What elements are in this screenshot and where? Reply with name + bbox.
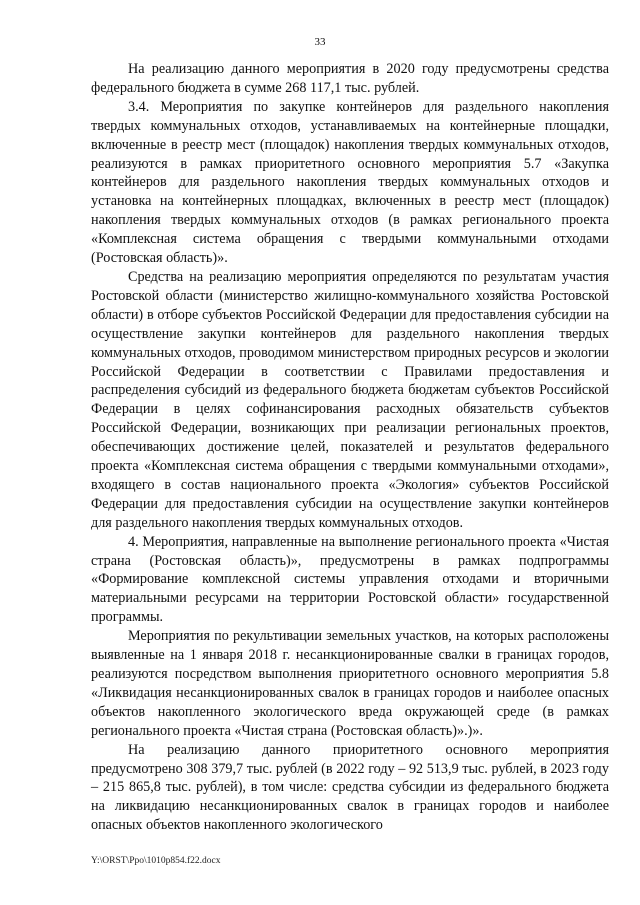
file-path-footer: Y:\ORST\Ppo\1010p854.f22.docx: [91, 856, 221, 866]
paragraph-3-4-containers: 3.4. Мероприятия по закупке контейнеров для раздельного накопления твердых коммунальных отходов, устанавливаемых на контейнерные площадки, включенные в реестр мест (площадок) накопления твердых коммунальных отходов, реализуются в рамках приоритетного основного мероприятия 5.7 «Закупка контейнеров для раздельного накопления твердых коммунальных отходов и установка на контейнерных площадках, включенных в реестр мест (площадок) накопления твердых коммунальных отходов (в рамках регионального проекта «Комплексная система обращения с твердыми коммунальными отходами (Ростовская область)».: [91, 98, 609, 267]
paragraph-4-clean-country: 4. Мероприятия, направленные на выполнение регионального проекта «Чистая страна (Ростовская область)», предусмотрены в рамках подпрограммы «Формирование комплексной системы управления отходами и вторичными материальными ресурсами на территории Ростовской области» государственной программы.: [91, 533, 609, 626]
paragraph-funding-selection: Средства на реализацию мероприятия определяются по результатам участия Ростовской области (министерство жилищно-коммунального хозяйства Ростовской области) в отборе субъектов Российской Федерации для предоставления субсидии на осуществление закупки контейнеров для раздельного накопления твердых коммунальных отходов, проводимом министерством природных ресурсов и экологии Российской Федерации в соответствии с Правилами предоставления и распределения субсидий из федерального бюджета бюджетам субъектов Российской Федерации в целях софинансирования расходных обязательств субъектов Российской Федерации, возникающих при реализации региональных проектов, обеспечивающих достижение целей, показателей и результатов федерального проекта «Комплексная система обращения с твердыми коммунальными отходами», входящего в состав национального проекта «Экология» субъектов Российской Федерации для предоставления субсидии на осуществление закупки контейнеров для раздельного накопления твердых коммунальных отходов.: [91, 268, 609, 531]
paragraph-funding-5-8: На реализацию данного приоритетного основного мероприятия предусмотрено 308 379,7 тыс. рублей (в 2022 году – 92 513,9 тыс. рублей, в 2023 году – 215 865,8 тыс. рублей), в том числе: средства субсидии из федерального бюджета на ликвидацию несанкционированных свалок в границах городов и наиболее опасных объектов накопленного экологического: [91, 741, 609, 834]
page-number: 33: [314, 36, 326, 48]
paragraph-land-recultivation: Мероприятия по рекультивации земельных участков, на которых расположены выявленные на 1 января 2018 г. несанкционированные свалки в границах городов, реализуются посредством выполнения приоритетного основного мероприятия 5.8 «Ликвидация несанкционированных свалок в границах городов и наиболее опасных объектов накопленного экологического вреда окружающей среде (в рамках регионального проекта «Чистая страна (Ростовская область)».)».: [91, 628, 609, 739]
document-body: [91, 60, 609, 835]
paragraph-funding-2020: На реализацию данного мероприятия в 2020 году предусмотрены средства федерального бюджета в сумме 268 117,1 тыс. рублей.: [91, 61, 609, 96]
